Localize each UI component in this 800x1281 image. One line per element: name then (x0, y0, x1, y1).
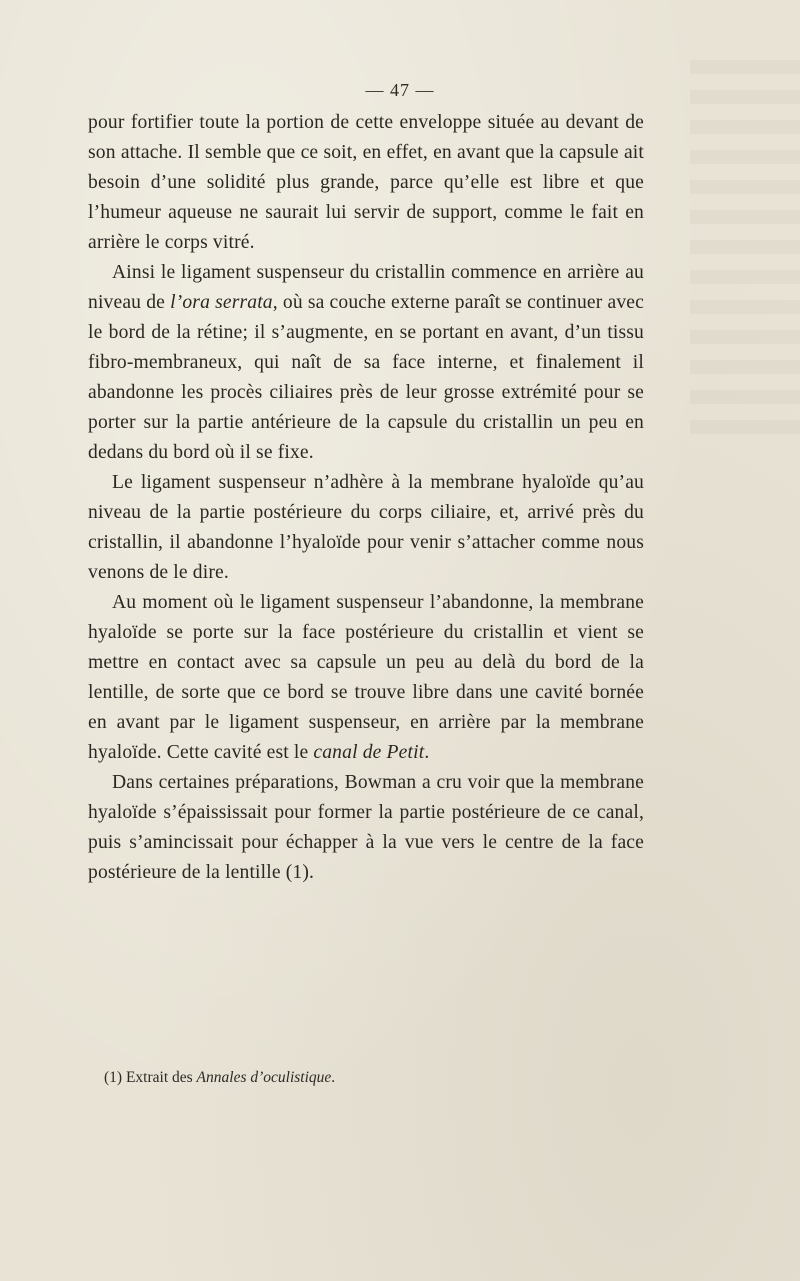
paragraph-4-text-b: . (424, 742, 430, 763)
page-number-header: — 47 — (365, 80, 435, 100)
paragraph-2 (88, 258, 644, 468)
paragraph-2-italic-term: l’ora serrata (170, 292, 273, 313)
paragraph-5: Dans certaines préparations, Bowman a cru voir que la membrane hyaloïde s’épaississait pour former la partie postérieure de ce canal, puis s’amincissait pour échapper à la vue vers le centre de la face postérieure de la lentille (1). (88, 772, 644, 883)
body-text (88, 108, 644, 888)
footnote-text-b: . (331, 1069, 336, 1086)
footnote-marker: (1) (104, 1069, 123, 1086)
paragraph-1: pour fortifier toute la portion de cette enveloppe située au devant de son attache. Il semble que ce soit, en effet, en avant que la capsule ait besoin d’une solidité plus grande, parce qu’elle est libre et que l’humeur aqueuse ne saurait lui servir de support, comme le fait en arrière le corps vitré. (88, 112, 644, 253)
footnote-italic-title: Annales d’oculistique (196, 1069, 332, 1086)
paragraph-4-text-a: Au moment où le ligament suspenseur l’abandonne, la membrane hyaloïde se porte sur la face postérieure du cristallin et vient se mettre en contact avec sa capsule un peu au delà du bord de la lentille, de sorte que ce bord se trouve libre dans une cavité bornée en avant par le ligament suspenseur, en arrière par la membrane hyaloïde. Cette cavité est le (88, 592, 644, 763)
footnote (104, 1067, 624, 1089)
footnote-text-a: Extrait des (122, 1069, 197, 1086)
paragraph-4 (88, 588, 644, 768)
paragraph-4-italic-term: canal de Petit (313, 742, 425, 763)
paragraph-2-text-a: Ainsi le ligament suspenseur du cristallin commence en arrière au niveau de (88, 262, 644, 313)
paragraph-2-text-b: , où sa couche externe paraît se continuer avec le bord de la rétine; il s’augmente, en se portant en avant, d’un tissu fibro-membraneux, qui naît de sa face interne, et finalement il abandonne les procès ciliaires près de leur grosse extrémité pour se porter sur la partie antérieure de la capsule du cristallin un peu en dedans du bord où il se fixe. (88, 292, 644, 463)
paragraph-3: Le ligament suspenseur n’adhère à la membrane hyaloïde qu’au niveau de la partie postérieure du corps ciliaire, et, arrivé près du cristallin, il abandonne l’hyaloïde pour venir s’attacher comme nous venons de le dire. (88, 472, 644, 583)
